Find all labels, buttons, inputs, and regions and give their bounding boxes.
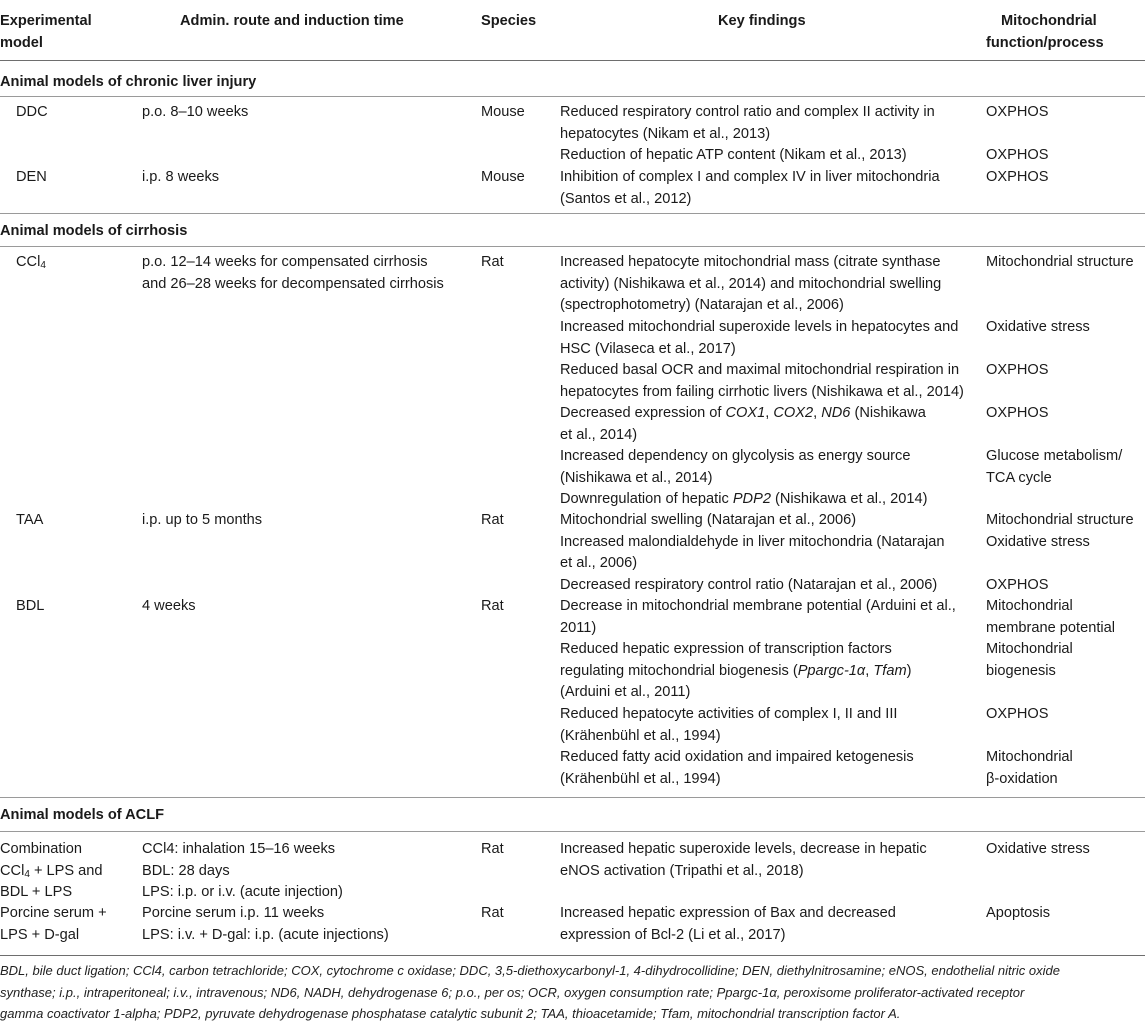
divider bbox=[0, 246, 1145, 247]
header-findings: Key findings bbox=[718, 13, 806, 29]
divider bbox=[0, 831, 1145, 832]
cell-species: Mouse bbox=[481, 169, 525, 185]
cell-process: OXPHOS bbox=[986, 405, 1049, 421]
cell-species: Rat bbox=[481, 598, 504, 614]
divider bbox=[0, 955, 1145, 956]
cell-model: Combination bbox=[0, 841, 82, 857]
cell-admin: p.o. 12–14 weeks for compensated cirrhosis bbox=[142, 254, 428, 270]
divider bbox=[0, 96, 1145, 97]
cell-model: BDL + LPS bbox=[0, 884, 73, 900]
cell-process: OXPHOS bbox=[986, 169, 1049, 185]
cell-species: Rat bbox=[481, 512, 504, 528]
cell-finding: Mitochondrial swelling (Natarajan et al., 2006) bbox=[560, 512, 857, 528]
cell-process: OXPHOS bbox=[986, 362, 1049, 378]
cell-finding: (Arduini et al., 2011) bbox=[560, 684, 691, 700]
footnote-line: BDL, bile duct ligation; CCl4, carbon tetrachloride; COX, cytochrome c oxidase; DDC, 3,5-diethoxycarbonyl-1, 4-dihydrocollidine; DEN, diethylnitrosamine; eNOS, endothelial nitric oxide bbox=[0, 963, 1060, 978]
cell-finding: Reduced hepatic expression of transcription factors bbox=[560, 641, 892, 657]
cell-finding: Increased hepatic expression of Bax and decreased bbox=[560, 905, 896, 921]
cell-model: TAA bbox=[16, 512, 44, 528]
cell-admin: LPS: i.p. or i.v. (acute injection) bbox=[142, 884, 343, 900]
cell-admin: Porcine serum i.p. 11 weeks bbox=[142, 905, 325, 921]
cell-process: biogenesis bbox=[986, 662, 1056, 679]
cell-finding: Increased malondialdehyde in liver mitochondria (Natarajan bbox=[560, 533, 945, 550]
cell-finding: (Nishikawa et al., 2014) bbox=[560, 469, 713, 486]
cell-finding: (Krähenbühl et al., 1994) bbox=[560, 770, 721, 787]
divider bbox=[0, 797, 1145, 798]
cell-finding: (spectrophotometry) (Natarajan et al., 2006) bbox=[560, 297, 844, 313]
cell-finding: et al., 2006) bbox=[560, 555, 638, 571]
table-header bbox=[0, 4, 1145, 60]
cell-finding: (Santos et al., 2012) bbox=[560, 190, 692, 207]
cell-finding: hepatocytes (Nikam et al., 2013) bbox=[560, 125, 771, 142]
header-function: Mitochondrial function/process bbox=[986, 13, 1104, 51]
cell-finding: activity) (Nishikawa et al., 2014) and mitochondrial swelling bbox=[560, 275, 942, 292]
cell-finding: Reduced hepatocyte activities of complex I, II and III bbox=[560, 706, 898, 722]
cell-model: LPS + D-gal bbox=[0, 926, 80, 943]
cell-finding: expression of Bcl-2 (Li et al., 2017) bbox=[560, 926, 786, 943]
section-title-chronic: Animal models of chronic liver injury bbox=[0, 74, 257, 90]
header-model: Experimental model bbox=[0, 13, 92, 51]
divider bbox=[0, 213, 1145, 214]
cell-model: BDL bbox=[16, 598, 45, 614]
cell-finding: (Krähenbühl et al., 1994) bbox=[560, 727, 721, 744]
cell-process: β-oxidation bbox=[986, 770, 1058, 787]
cell-process: Oxidative stress bbox=[986, 841, 1090, 857]
cell-finding: Inhibition of complex I and complex IV in liver mitochondria bbox=[560, 169, 940, 185]
section-title-aclf: Animal models of ACLF bbox=[0, 807, 165, 823]
cell-process: Oxidative stress bbox=[986, 319, 1090, 335]
cell-model: DEN bbox=[16, 169, 47, 185]
header-species: Species bbox=[481, 13, 537, 29]
cell-species: Rat bbox=[481, 841, 504, 857]
cell-finding: Downregulation of hepatic PDP2 (Nishikawa et al., 2014) bbox=[560, 491, 928, 507]
cell-species: Rat bbox=[481, 905, 504, 921]
cell-admin: LPS: i.v. + D-gal: i.p. (acute injections) bbox=[142, 926, 389, 943]
cell-process: OXPHOS bbox=[986, 147, 1049, 163]
cell-process: OXPHOS bbox=[986, 706, 1049, 722]
cell-admin: i.p. up to 5 months bbox=[142, 512, 263, 528]
cell-finding: Reduction of hepatic ATP content (Nikam et al., 2013) bbox=[560, 147, 907, 163]
cell-process: Mitochondrial bbox=[986, 749, 1073, 765]
cell-process: OXPHOS bbox=[986, 576, 1049, 593]
section-title-cirrhosis: Animal models of cirrhosis bbox=[0, 223, 188, 239]
cell-finding: regulating mitochondrial biogenesis (Ppargc-1α, Tfam) bbox=[560, 662, 912, 679]
cell-finding: hepatocytes from failing cirrhotic livers (Nishikawa et al., 2014) bbox=[560, 383, 964, 400]
cell-process: Mitochondrial bbox=[986, 641, 1073, 657]
cell-finding: HSC (Vilaseca et al., 2017) bbox=[560, 340, 736, 357]
cell-finding: Increased mitochondrial superoxide levels in hepatocytes and bbox=[560, 319, 959, 335]
cell-species: Rat bbox=[481, 254, 504, 270]
header-admin: Admin. route and induction time bbox=[180, 13, 404, 29]
cell-finding: et al., 2014) bbox=[560, 426, 638, 443]
cell-finding: Increased hepatocyte mitochondrial mass (citrate synthase bbox=[560, 254, 941, 270]
cell-model: CCl$_4$ + LPS and bbox=[0, 862, 103, 880]
cell-finding: Decrease in mitochondrial membrane potential (Arduini et al., bbox=[560, 598, 956, 614]
divider bbox=[0, 60, 1145, 61]
cell-species: Mouse bbox=[481, 104, 525, 120]
cell-process: membrane potential bbox=[986, 619, 1115, 636]
cell-finding: Decreased expression of COX1, COX2, ND6 (Nishikawa bbox=[560, 405, 926, 421]
cell-process: TCA cycle bbox=[986, 469, 1052, 486]
cell-admin: p.o. 8–10 weeks bbox=[142, 104, 249, 120]
cell-finding: Reduced fatty acid oxidation and impaired ketogenesis bbox=[560, 749, 914, 765]
cell-model: CCl$_4$ bbox=[16, 254, 46, 271]
cell-admin: 4 weeks bbox=[142, 598, 196, 614]
cell-process: Apoptosis bbox=[986, 905, 1051, 921]
cell-admin: i.p. 8 weeks bbox=[142, 169, 220, 185]
cell-finding: 2011) bbox=[560, 619, 597, 636]
cell-model: DDC bbox=[16, 104, 48, 120]
cell-process: Mitochondrial bbox=[986, 598, 1073, 614]
cell-process: Mitochondrial structure bbox=[986, 512, 1134, 528]
cell-model: Porcine serum + bbox=[0, 905, 107, 921]
cell-admin: CCl4: inhalation 15–16 weeks bbox=[142, 841, 336, 857]
cell-finding: Reduced respiratory control ratio and complex II activity in bbox=[560, 104, 935, 120]
cell-admin: and 26–28 weeks for decompensated cirrhosis bbox=[142, 275, 444, 292]
cell-finding: Increased dependency on glycolysis as energy source bbox=[560, 448, 911, 464]
cell-finding: Reduced basal OCR and maximal mitochondrial respiration in bbox=[560, 362, 960, 378]
cell-process: Oxidative stress bbox=[986, 533, 1090, 550]
cell-process: Mitochondrial structure bbox=[986, 254, 1134, 270]
cell-finding: eNOS activation (Tripathi et al., 2018) bbox=[560, 862, 804, 879]
footnote-line: synthase; i.p., intraperitoneal; i.v., intravenous; ND6, NADH, dehydrogenase 6; p.o., per os; OCR, oxygen consumption rate; Ppargc-1α, peroxisome proliferator-activated receptor bbox=[0, 984, 1025, 1000]
cell-admin: BDL: 28 days bbox=[142, 862, 230, 879]
footnote-line: gamma coactivator 1-alpha; PDP2, pyruvate dehydrogenase phosphatase catalytic subunit 2; TAA, thioacetamide; Tfam, mitochondrial transcription factor A. bbox=[0, 1006, 901, 1021]
cell-process: OXPHOS bbox=[986, 104, 1049, 120]
cell-process: Glucose metabolism/ bbox=[986, 448, 1123, 464]
cell-finding: Decreased respiratory control ratio (Natarajan et al., 2006) bbox=[560, 576, 938, 593]
cell-finding: Increased hepatic superoxide levels, decrease in hepatic bbox=[560, 841, 927, 857]
